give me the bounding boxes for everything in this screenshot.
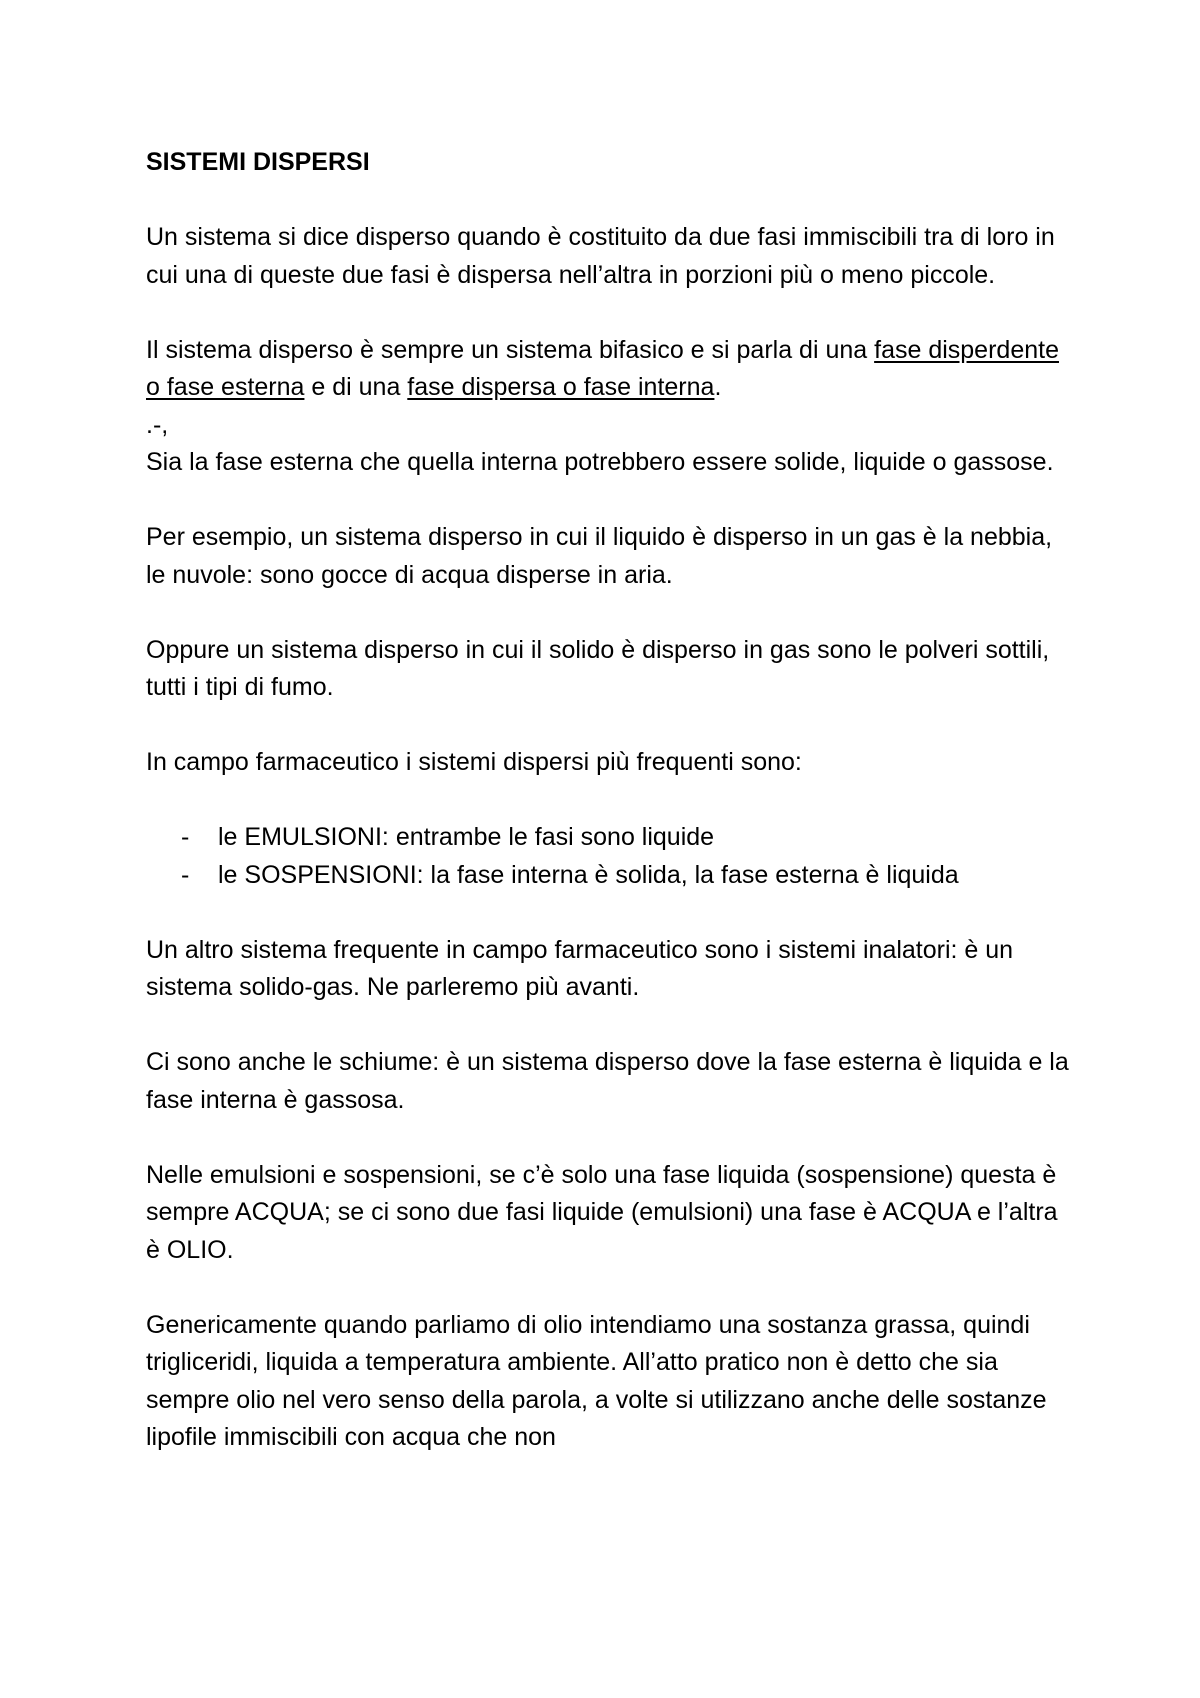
paragraph-olio: Genericamente quando parliamo di olio intendiamo una sostanza grassa, quindi trigliceridi, liquida a temperatura ambiente. All’atto pratico non è detto che sia sempre olio nel vero senso della parola, a volte si utilizzano anche delle sostanze lipofile immiscibili con acqua che non — [146, 1310, 1047, 1451]
paragraph-bifasico-text-3: . — [714, 373, 722, 401]
paragraph-inalatori: Un altro sistema frequente in campo farmaceutico sono i sistemi inalatori: è un sistema solido-gas. Ne parleremo più avanti. — [146, 935, 1014, 1001]
stray-marks: .-, — [146, 410, 169, 439]
list-marker: - — [181, 860, 190, 889]
paragraph-definition: Un sistema si dice disperso quando è costituito da due fasi immiscibili tra di loro in cui una di queste due fasi è dispersa nell’altra in porzioni più o meno piccole. — [146, 223, 1055, 289]
list-item — [146, 857, 1076, 895]
list-item — [146, 819, 1076, 857]
paragraph-stati-fasi: Sia la fase esterna che quella interna potrebbero essere solide, liquide o gassose. — [146, 448, 1054, 476]
paragraph-schiume: Ci sono anche le schiume: è un sistema disperso dove la fase esterna è liquida e la fase interna è gassosa. — [146, 1048, 1069, 1114]
underlined-fase-esterna: fase disperdente o fase esterna — [146, 335, 1059, 401]
dispersed-systems-list — [146, 819, 1076, 894]
list-item-text: le SOSPENSIONI: la fase interna è solida, la fase esterna è liquida — [218, 860, 959, 889]
document-body — [146, 144, 1076, 1457]
document-title: SISTEMI DISPERSI — [146, 148, 370, 176]
list-marker: - — [181, 823, 190, 851]
list-item-text: le EMULSIONI: entrambe le fasi sono liquide — [218, 823, 715, 851]
paragraph-esempio-nebbia: Per esempio, un sistema disperso in cui il liquido è disperso in un gas è la nebbia, le nuvole: sono gocce di acqua disperse in aria. — [146, 523, 1053, 589]
paragraph-bifasico-text-2: e di una — [304, 373, 408, 401]
paragraph-bifasico-text-1: Il sistema disperso è sempre un sistema bifasico e si parla di una — [146, 335, 875, 364]
paragraph-bifasico — [146, 332, 1076, 407]
paragraph-acqua-olio: Nelle emulsioni e sospensioni, se c’è solo una fase liquida (sospensione) questa è sempre ACQUA; se ci sono due fasi liquide (emulsioni) una fase è ACQUA e l’altra è OLIO. — [146, 1160, 1058, 1264]
paragraph-campo-farmaceutico: In campo farmaceutico i sistemi dispersi più frequenti sono: — [146, 748, 802, 776]
underlined-fase-interna: fase dispersa o fase interna — [407, 373, 715, 401]
paragraph-esempio-fumo: Oppure un sistema disperso in cui il solido è disperso in gas sono le polveri sottili, tutti i tipi di fumo. — [146, 635, 1050, 701]
